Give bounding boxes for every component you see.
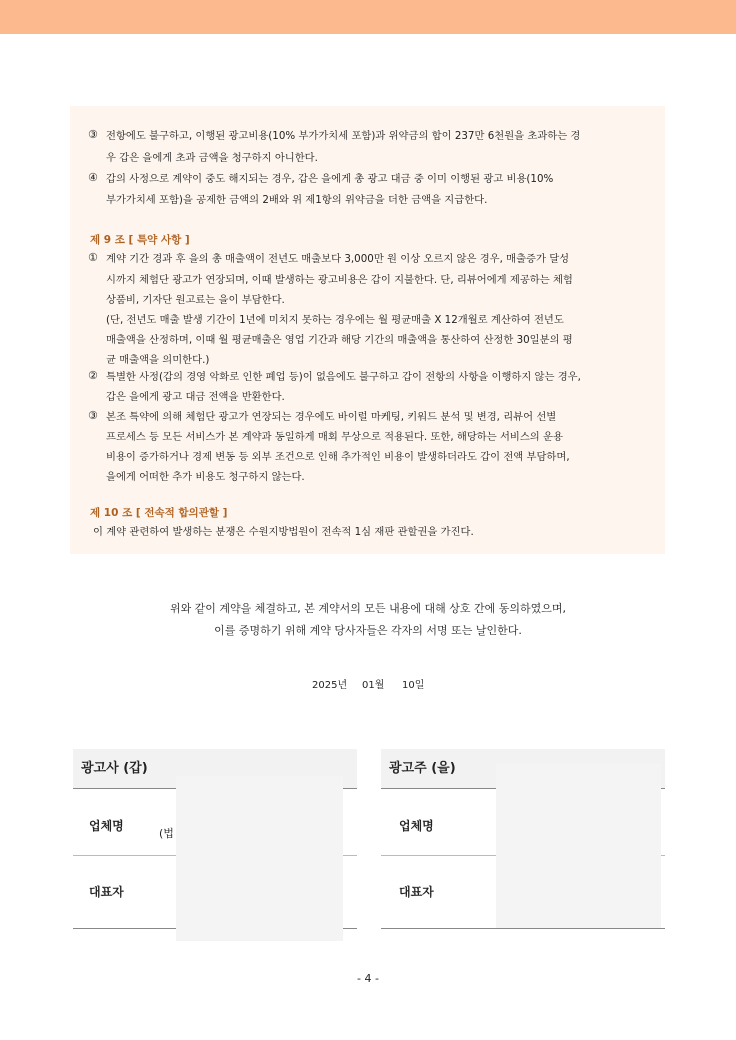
row-divider xyxy=(381,928,665,929)
clause-text: 부가가치세 포함)을 공제한 금액의 2배와 위 제1항의 위약금을 더한 금액을 지급한다. xyxy=(106,194,488,206)
party-b-title: 광고주 (을) xyxy=(381,749,665,789)
clause-text: 균 매출액을 의미한다.) xyxy=(106,354,210,366)
clause-text: 전항에도 불구하고, 이행된 광고비용(10% 부가가치세 포함)과 위약금의 합이 237만 6천원을 초과하는 경 xyxy=(106,130,581,142)
date-year: 2025년 xyxy=(312,680,348,691)
party-a-company-label: 업체명 xyxy=(89,819,124,833)
clause-text: (단, 전년도 매출 발생 기간이 1년에 미치지 못하는 경우에는 월 평균매출 X 12개월로 계산하여 전년도 xyxy=(106,314,564,326)
clause-number: ③ xyxy=(88,128,98,141)
page-number: - 4 - xyxy=(357,972,379,985)
party-a-rep-label: 대표자 xyxy=(89,885,124,899)
article-9-heading: 제 9 조 [ 특약 사항 ] xyxy=(90,234,190,246)
clause-text: 우 갑은 을에게 초과 금액을 청구하지 아니한다. xyxy=(106,152,318,164)
redacted-area xyxy=(176,776,343,941)
closing-line: 이를 증명하기 위해 계약 당사자들은 각자의 서명 또는 날인한다. xyxy=(214,624,522,637)
clause-number: ④ xyxy=(88,171,98,184)
party-b-rep-label: 대표자 xyxy=(399,885,434,899)
article-10-heading: 제 10 조 [ 전속적 합의관할 ] xyxy=(90,507,228,519)
party-a-company-fragment: (법 xyxy=(159,827,174,840)
clause-text: 갑은 을에게 광고 대금 전액을 반환한다. xyxy=(106,391,285,403)
top-color-bar xyxy=(0,0,736,34)
clause-number: ① xyxy=(88,251,98,264)
clause-text: 비용이 증가하거나 경제 변동 등 외부 조건으로 인해 추가적인 비용이 발생하더라도 갑이 전액 부담하며, xyxy=(106,451,570,463)
date-day: 10일 xyxy=(402,680,425,691)
party-b-company-label: 업체명 xyxy=(399,819,434,833)
clause-text: 이 계약 관련하여 발생하는 분쟁은 수원지방법원이 전속적 1심 재판 관할권을 가진다. xyxy=(93,526,474,538)
clause-text: 본조 특약에 의해 체험단 광고가 연장되는 경우에도 바이럴 마케팅, 키워드 분석 및 변경, 리뷰어 선별 xyxy=(106,411,557,423)
closing-line: 위와 같이 계약을 체결하고, 본 계약서의 모든 내용에 대해 상호 간에 동의하였으며, xyxy=(169,602,567,615)
redacted-area xyxy=(496,764,661,928)
party-a-title: 광고사 (갑) xyxy=(73,749,357,789)
clause-text: 특별한 사정(갑의 경영 악화로 인한 폐업 등)이 없음에도 불구하고 갑이 전항의 사항을 이행하지 않는 경우, xyxy=(106,371,581,383)
clause-text: 시까지 체험단 광고가 연장되며, 이때 발생하는 광고비용은 갑이 지불한다. 단, 리뷰어에게 제공하는 체험 xyxy=(106,274,573,286)
clause-text: 매출액을 산정하며, 이때 월 평균매출은 영업 기간과 해당 기간의 매출액을 통산하여 산정한 30일분의 평 xyxy=(106,334,573,346)
date-month: 01월 xyxy=(362,680,385,691)
clause-text: 상품비, 기자단 원고료는 을이 부담한다. xyxy=(106,294,285,306)
clause-text: 프로세스 등 모든 서비스가 본 계약과 동일하게 매회 무상으로 적용된다. 또한, 해당하는 서비스의 운용 xyxy=(106,431,563,443)
clause-text: 갑의 사정으로 계약이 중도 해지되는 경우, 갑은 을에게 총 광고 대금 중 이미 이행된 광고 비용(10% xyxy=(106,173,554,185)
clause-text: 을에게 어떠한 추가 비용도 청구하지 않는다. xyxy=(106,471,305,483)
clause-number: ② xyxy=(88,369,98,382)
clause-text: 계약 기간 경과 후 을의 총 매출액이 전년도 매출보다 3,000만 원 이상 오르지 않은 경우, 매출증가 달성 xyxy=(106,253,570,265)
clause-number: ③ xyxy=(88,409,98,422)
